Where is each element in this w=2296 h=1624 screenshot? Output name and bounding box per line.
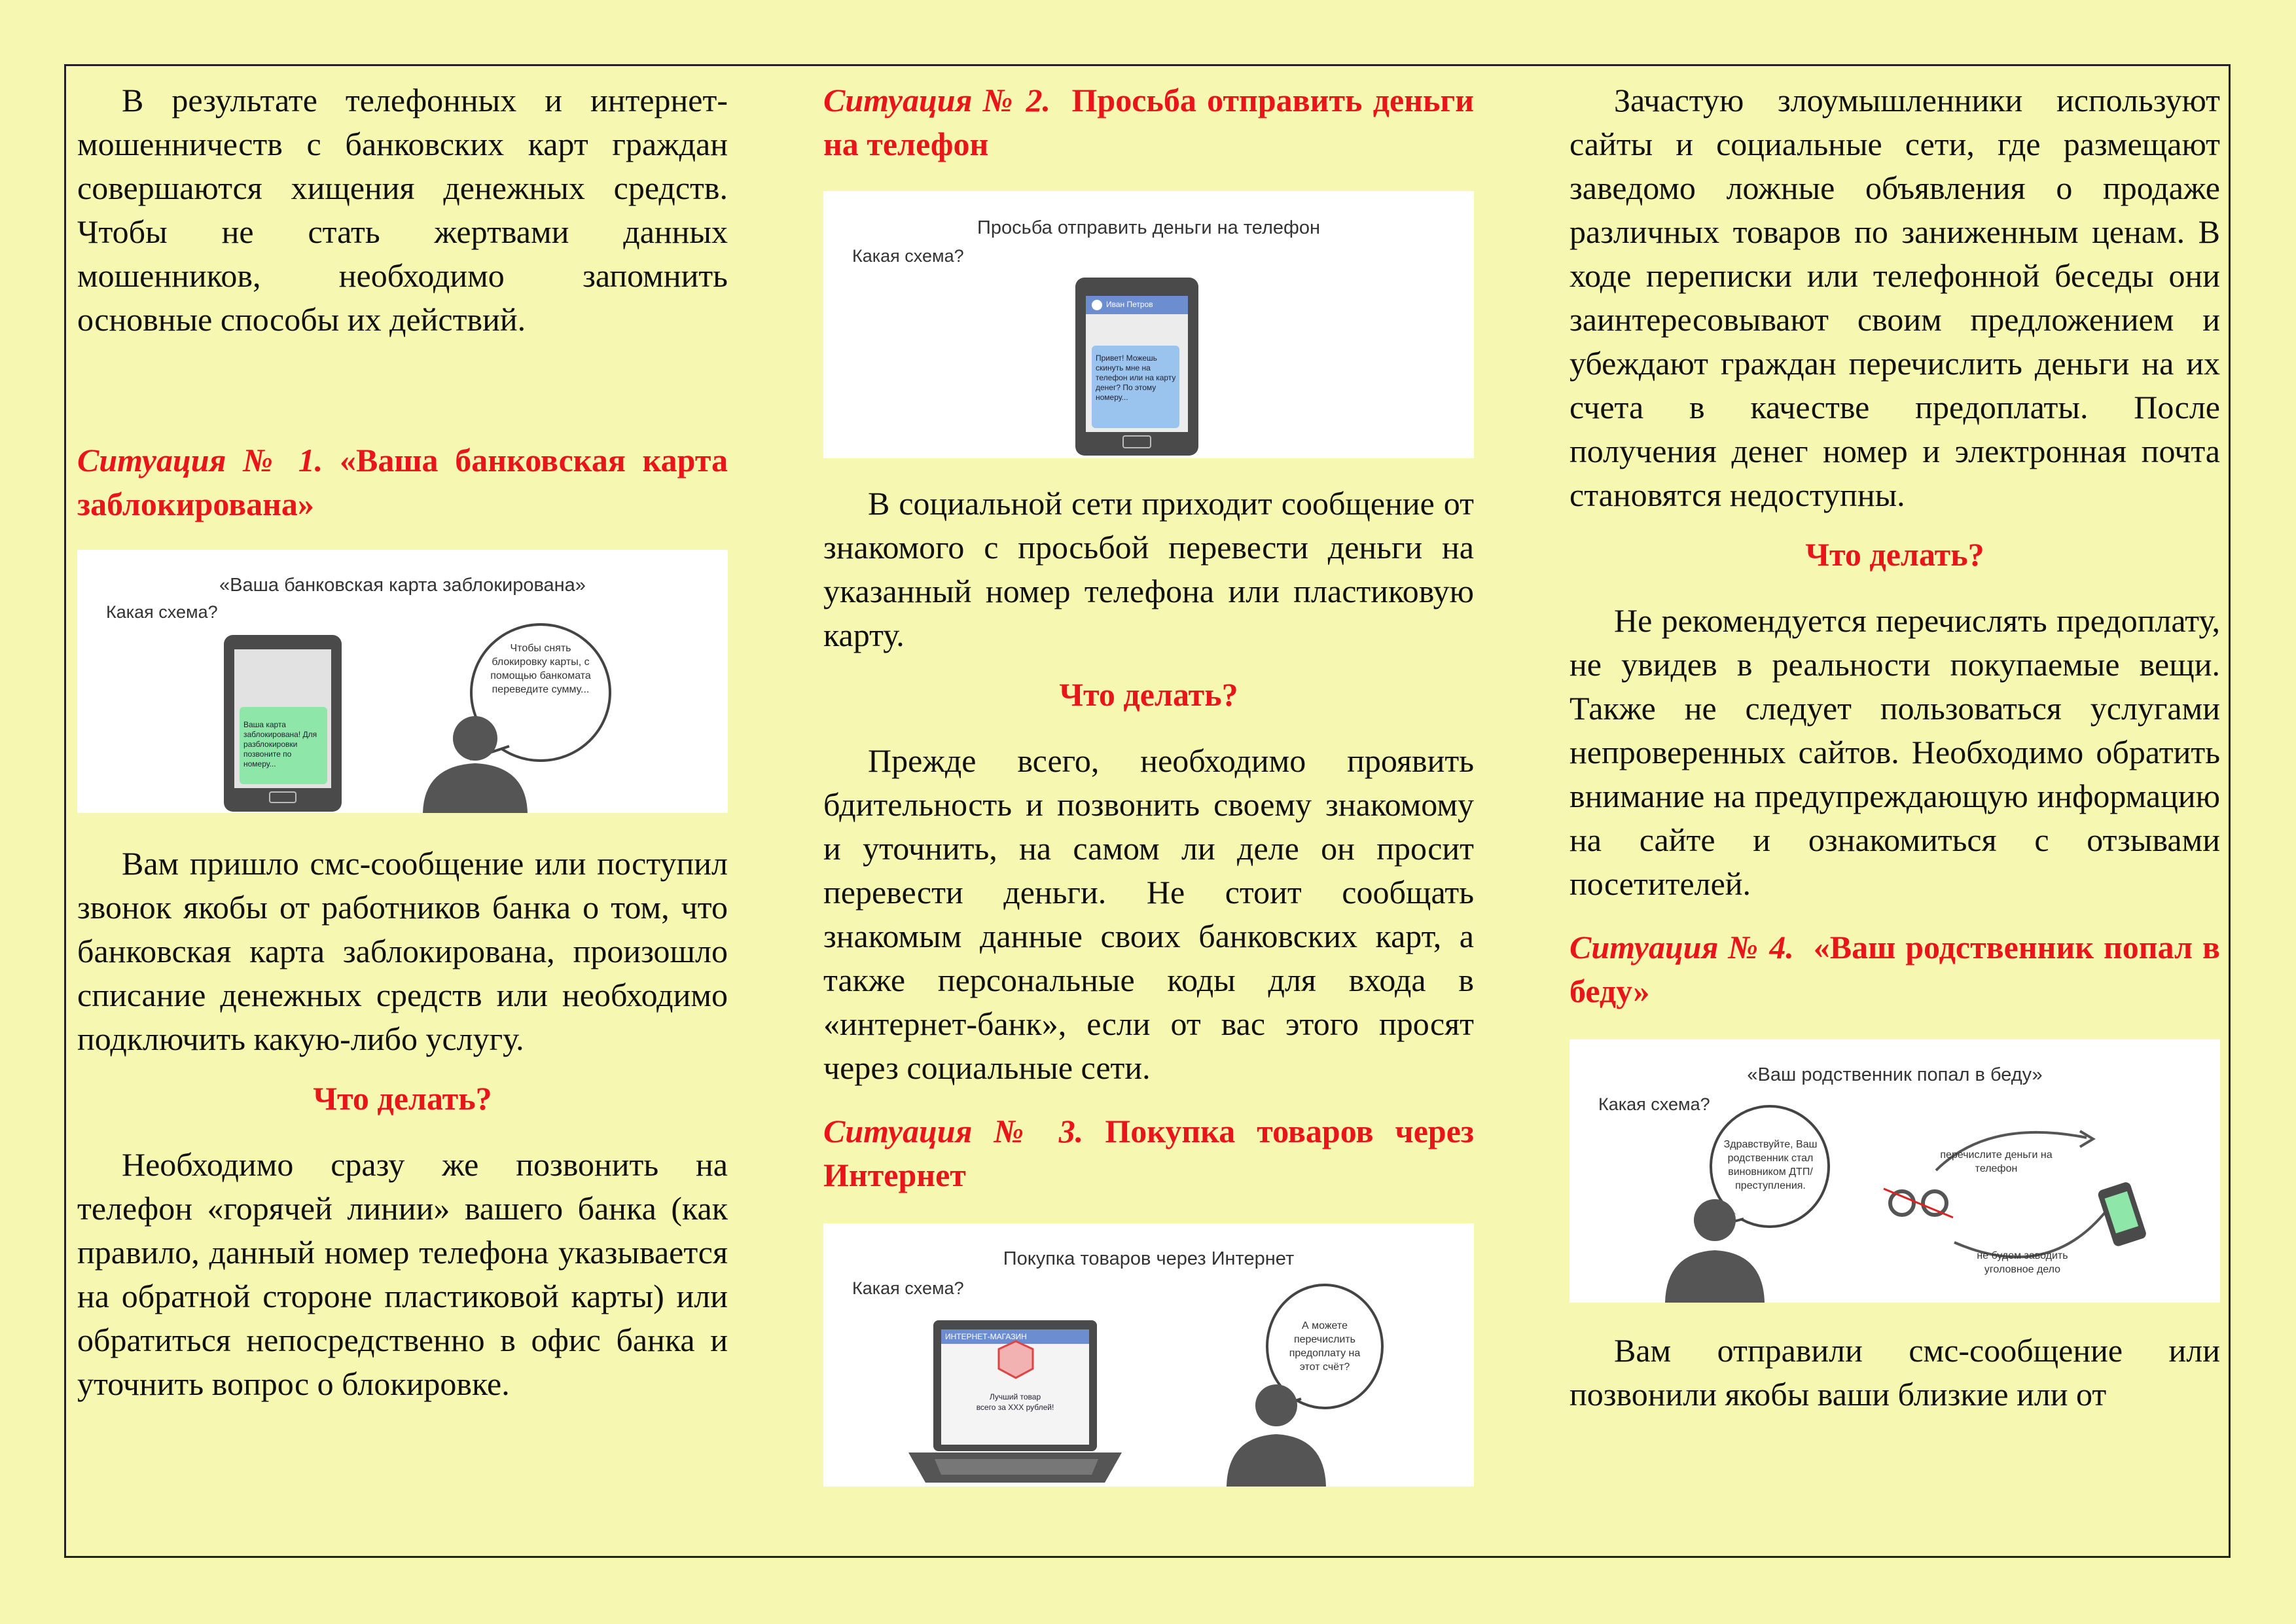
situation-2-description: В социальной сети приходит сообщение от знакомого с просьбой перевести деньги на указанный номер телефона или пластиковую карту. <box>823 485 1474 653</box>
situation-3-heading <box>823 1110 1474 1197</box>
column-3 <box>1570 79 2220 1416</box>
scheme-2-question: Какая схема? <box>852 246 964 266</box>
scheme-2-contact-name: Иван Петров <box>1106 300 1153 309</box>
situation-2-title: Просьба отправить деньги на телефон <box>823 82 1474 162</box>
scheme-4-question: Какая схема? <box>1598 1094 1710 1114</box>
scheme-4-title: «Ваш родственник попал в беду» <box>1747 1064 2043 1085</box>
situation-3-what-to-do: Что делать? <box>1805 536 1984 573</box>
scheme-1-title: «Ваша банковская карта заблокирована» <box>219 575 586 596</box>
situation-1-heading <box>77 439 728 526</box>
scheme-3-offer-line-2: всего за XXX рублей! <box>976 1403 1054 1412</box>
situation-2-heading <box>823 79 1474 166</box>
scheme-2-title: Просьба отправить деньги на телефон <box>977 217 1320 238</box>
situation-4-title: «Ваш родственник попал в беду» <box>1570 929 2221 1009</box>
scheme-1-bubble-text: Чтобы снять блокировку карты, с помощью банкомата переведите сумму... <box>490 643 591 695</box>
scheme-image-3 <box>823 1223 1474 1487</box>
scheme-3-title: Покупка товаров через Интернет <box>1003 1248 1295 1269</box>
situation-3-description: Зачастую злоумышленники используют сайты и социальные сети, где размещают заведомо ложные объявления о продаже различных товаров по заниженным ценам. В ходе переписки или телефонной беседы они заинтересовывают своим предложением и убеждают граждан перечислить деньги на их счета в качестве предоплаты. После получения денег номер и электронная почта становятся недоступны. <box>1570 82 2220 513</box>
situation-3-title: Покупка товаров через Интернет <box>823 1113 1475 1193</box>
intro-paragraph: В результате телефонных и интернет-мошенничеств с банковских карт граждан совершаются хищения денежных средств. Чтобы не стать жертвами данных мошенников, необходимо запомнить основные способы их действий. <box>77 82 728 338</box>
scheme-4-bubble-text: Здравствуйте, Ваш родственник стал виновником ДТП/ преступления. <box>1723 1139 1818 1191</box>
situation-1-number: Ситуация № 1. <box>77 442 323 478</box>
column-1 <box>77 79 728 1406</box>
situation-4-number: Ситуация № 4. <box>1570 929 1794 965</box>
scheme-1-question: Какая схема? <box>106 602 218 622</box>
situation-1-title: «Ваша банковская карта заблокирована» <box>77 442 728 522</box>
situation-2-what-to-do: Что делать? <box>1059 676 1238 713</box>
situation-2-number: Ситуация № 2. <box>823 82 1050 118</box>
situation-4-heading <box>1570 926 2220 1013</box>
situation-4-description: Вам отправили смс-сообщение или позвонили якобы ваши близкие или от <box>1570 1332 2220 1413</box>
situation-1-advice: Необходимо сразу же позвонить на телефон «горячей линии» вашего банка (как правило, данный номер телефона указывается на обратной стороне пластиковой карты) или обратиться непосредственно в офис банка и уточнить вопрос о блокировке. <box>77 1146 728 1402</box>
situation-3-number: Ситуация № 3. <box>823 1113 1084 1149</box>
column-2 <box>823 79 1474 1487</box>
situation-3-advice: Не рекомендуется перечислять предоплату, не увидев в реальности покупаемые вещи. Также не следует пользоваться услугами непроверенных сайтов. Необходимо обратить внимание на предупреждающую информацию на сайте и ознакомиться с отзывами посетителей. <box>1570 602 2220 902</box>
situation-1-description: Вам пришло смс-сообщение или поступил звонок якобы от работников банка о том, что банковская карта заблокирована, произошло списание денежных средств или необходимо подключить какую-либо услугу. <box>77 845 728 1057</box>
situation-2-advice: Прежде всего, необходимо проявить бдительность и позвонить своему знакомому и уточнить, на самом ли деле он просит перевести деньги. Не стоит сообщать знакомым данные своих банковских карт, а также персональные коды для входа в «интернет-банк», если от вас этого просят через социальные сети. <box>823 742 1474 1086</box>
scheme-3-bubble-text: А можете перечислить предоплату на этот счёт? <box>1289 1320 1361 1373</box>
scheme-1-phone-message: Ваша карта заблокирована! Для разблокировки позвоните по номеру... <box>243 720 317 768</box>
situation-1-what-to-do: Что делать? <box>313 1080 492 1117</box>
scheme-4-arrow-bottom-text: не будем заводить уголовное дело <box>1977 1250 2068 1275</box>
scheme-4-arrow-top-text: перечислите деньги на телефон <box>1940 1149 2053 1174</box>
scheme-3-question: Какая схема? <box>852 1278 964 1298</box>
scheme-image-2 <box>823 191 1474 458</box>
scheme-3-offer-line-1: Лучший товар <box>989 1392 1041 1401</box>
scheme-image-4 <box>1570 1039 2220 1303</box>
scheme-image-1 <box>77 550 728 813</box>
scheme-2-message: Привет! Можешь скинуть мне на телефон или на карту денег? По этому номеру... <box>1096 353 1176 402</box>
scheme-3-shop-name: ИНТЕРНЕТ-МАГАЗИН <box>945 1332 1027 1341</box>
